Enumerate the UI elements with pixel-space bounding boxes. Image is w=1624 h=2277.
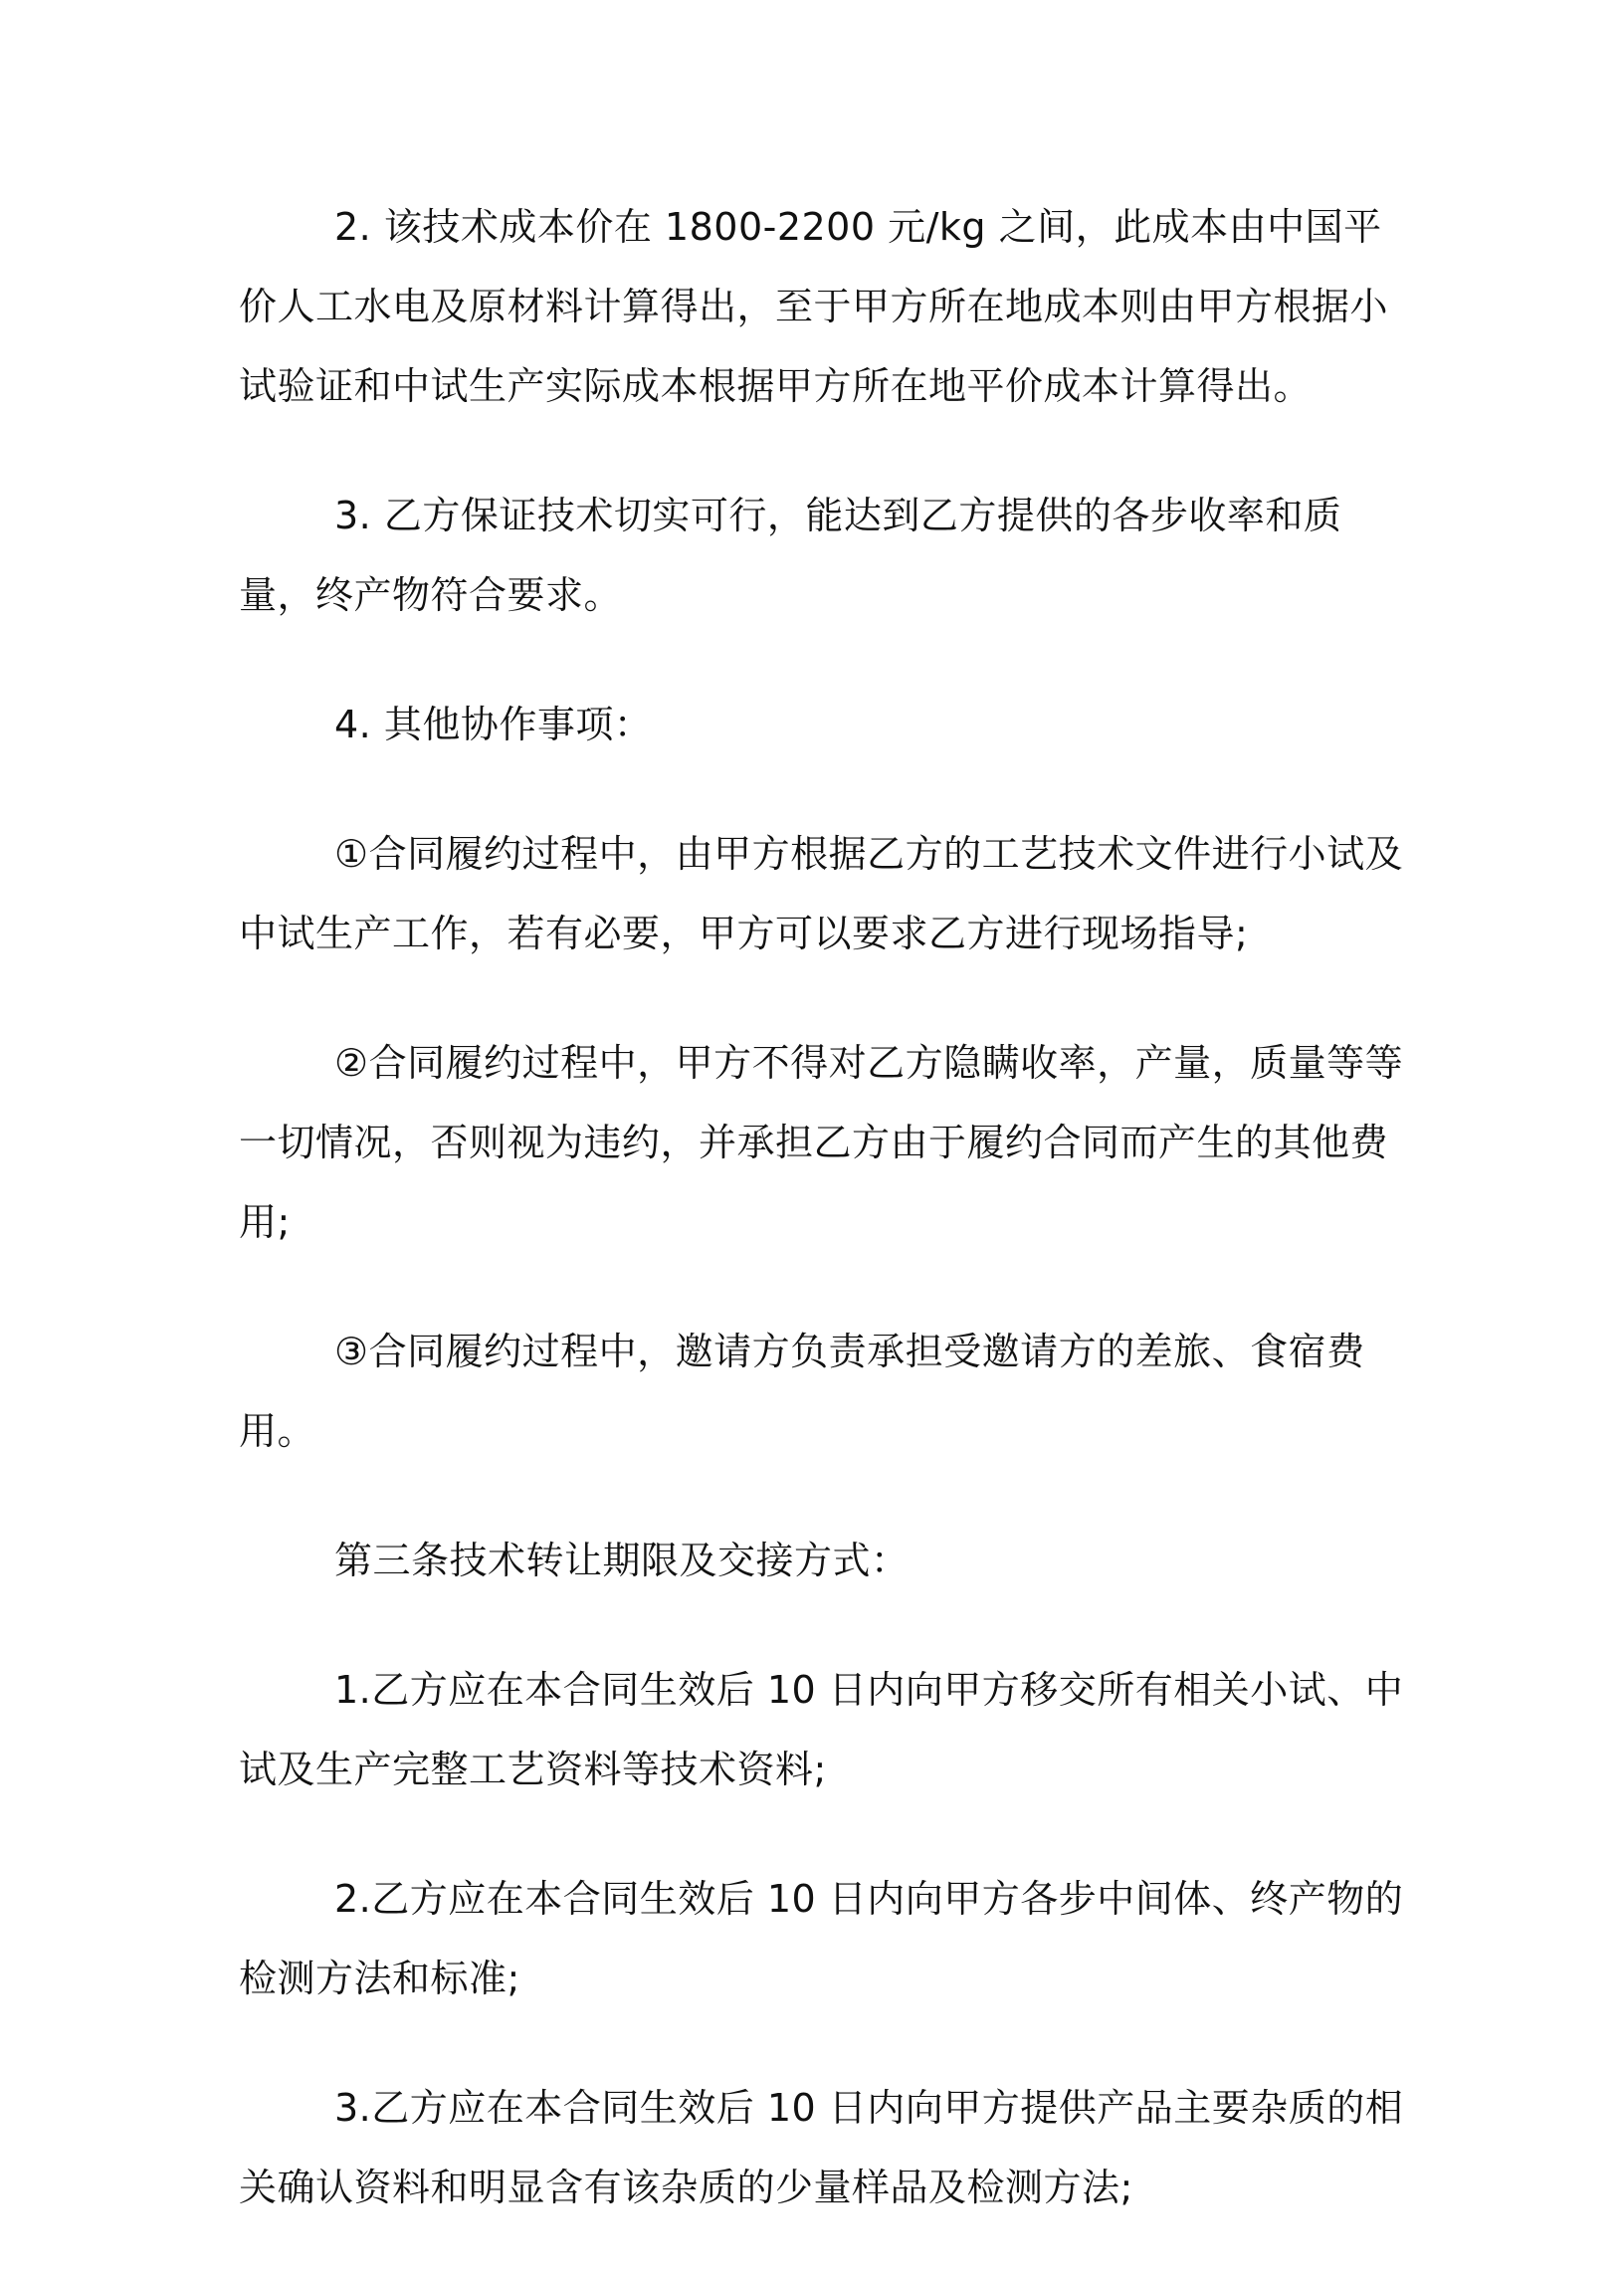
paragraph-technology-guarantee: 3. 乙方保证技术切实可行，能达到乙方提供的各步收率和质量，终产物符合要求。	[239, 494, 1342, 617]
paragraph-item-3: ③合同履约过程中，邀请方负责承担受邀请方的差旅、食宿费用。	[239, 1330, 1365, 1453]
paragraph-other-cooperation: 4. 其他协作事项：	[334, 703, 653, 746]
section-heading-article-3: 第三条技术转让期限及交接方式：	[334, 1539, 910, 1582]
paragraph-item-2: ②合同履约过程中，甲方不得对乙方隐瞒收率，产量，质量等等一切情况，否则视为违约，并承担乙方由于履约合同而产生的其他费用;	[239, 1041, 1404, 1244]
paragraph-transfer-3: 3.乙方应在本合同生效后 10 日内向甲方提供产品主要杂质的相关确认资料和明显含有该杂质的少量样品及检测方法;	[239, 2086, 1404, 2209]
paragraph-item-1: ①合同履约过程中，由甲方根据乙方的工艺技术文件进行小试及中试生产工作，若有必要，甲方可以要求乙方进行现场指导;	[239, 832, 1404, 955]
paragraph-transfer-2: 2.乙方应在本合同生效后 10 日内向甲方各步中间体、终产物的检测方法和标准;	[239, 1877, 1404, 2000]
paragraph-transfer-1: 1.乙方应在本合同生效后 10 日内向甲方移交所有相关小试、中试及生产完整工艺资料等技术资料;	[239, 1668, 1404, 1791]
document-body	[239, 187, 1413, 2277]
paragraph-cost-price: 2. 该技术成本价在 1800-2200 元/kg 之间，此成本由中国平价人工水电及原材料计算得出，至于甲方所在地成本则由甲方根据小试验证和中试生产实际成本根据甲方所在地平价成本计算得出。	[239, 205, 1389, 408]
